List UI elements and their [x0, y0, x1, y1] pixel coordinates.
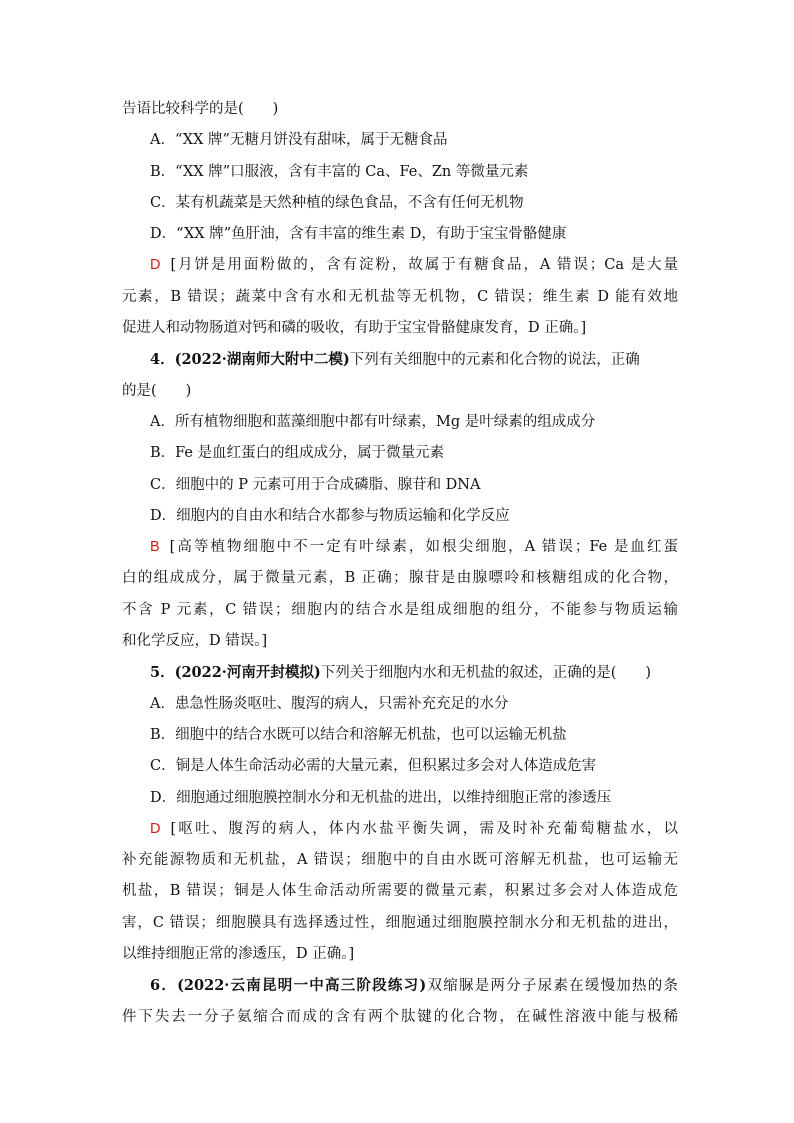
q6-stem-line-2: 件下失去一分子氨缩合而成的含有两个肽键的化合物，在碱性溶液中能与极稀 [122, 1008, 678, 1025]
q5-stem-line [122, 657, 678, 688]
q5-explanation-line-3: 机盐，B 错误；铜是人体生命活动所需要的微量元素，积累过多会对人体造成危 [122, 883, 678, 900]
document-page [122, 94, 678, 1033]
q3-option-d: D．“XX 牌”鱼肝油，含有丰富的维生素 D，有助于宝宝骨骼健康 [150, 226, 567, 243]
q5-answer: D [150, 820, 161, 837]
q3-stem-tail: 告语比较科学的是( ) [122, 101, 279, 117]
q5-option-a: A．患急性肠炎呕吐、腹泻的病人，只需补充充足的水分 [150, 695, 509, 712]
q4-explanation-line-4: 和化学反应，D 错误。] [122, 633, 268, 650]
q5-source: (2022·河南开封模拟) [174, 664, 321, 682]
q5-explanation-text-1: [呕吐、腹泻的病人，体内水盐平衡失调，需及时补充葡萄糖盐水，以 [170, 820, 678, 837]
q3-answer: D [150, 257, 161, 274]
q4-explanation-line-3: 不含 P 元素，C 错误；细胞内的结合水是组成细胞的组分，不能参与物质运输 [122, 601, 678, 618]
q6-stem-line-1 [122, 970, 678, 1001]
q5-stem-text: 下列关于细胞内水和无机盐的叙述，正确的是( ) [320, 665, 652, 682]
q3-option-b: B．“XX 牌”口服液，含有丰富的 Ca、Fe、Zn 等微量元素 [150, 163, 529, 180]
q4-stem-text-1: 下列有关细胞中的元素和化合物的说法，正确 [349, 352, 640, 369]
q4-explanation-line-1 [122, 532, 678, 563]
q5-option-b: B．细胞中的结合水既可以结合和溶解无机盐，也可以运输无机盐 [150, 726, 567, 743]
q3-option-a: A．“XX 牌”无糖月饼没有甜味，属于无糖食品 [150, 132, 448, 149]
q5-explanation-line-2: 补充能源物质和无机盐，A 错误；细胞中的自由水既可溶解无机盐，也可运输无 [122, 852, 678, 869]
q6-number: 6． [150, 977, 178, 995]
q4-source: (2022·湖南师大附中二模) [174, 351, 350, 369]
q3-explanation-text-1: [月饼是用面粉做的，含有淀粉，故属于有糖食品，A 错误；Ca 是大量 [170, 257, 678, 274]
q5-explanation-line-1 [122, 814, 678, 845]
q4-option-b: B．Fe 是血红蛋白的组成成分，属于微量元素 [150, 445, 445, 462]
q4-explanation-text-1: [高等植物细胞中不一定有叶绿素，如根尖细胞，A 错误；Fe 是血红蛋 [169, 539, 678, 556]
q4-answer: B [150, 539, 160, 556]
q4-option-a: A．所有植物细胞和蓝藻细胞中都有叶绿素，Mg 是叶绿素的组成成分 [150, 413, 596, 430]
q4-number: 4． [150, 351, 175, 369]
q4-explanation-line-2: 白的组成成分，属于微量元素，B 正确；腺苷是由腺嘌呤和核糖组成的化合物， [122, 570, 678, 587]
q5-option-d: D．细胞通过细胞膜控制水分和无机盐的进出，以维持细胞正常的渗透压 [150, 789, 612, 806]
q5-number: 5． [150, 664, 175, 682]
q6-stem-text-1: 双缩脲是两分子尿素在缓慢加热的条 [426, 978, 678, 995]
q3-option-c: C．某有机蔬菜是天然种植的绿色食品，不含有任何无机物 [150, 194, 524, 211]
q3-explanation-line-1 [122, 250, 678, 281]
q4-option-d: D．细胞内的自由水和结合水都参与物质运输和化学反应 [150, 507, 510, 524]
q3-explanation-line-3: 促进人和动物肠道对钙和磷的吸收，有助于宝宝骨骼健康发育，D 正确。] [122, 320, 587, 337]
q4-stem-line-1 [122, 344, 678, 375]
q5-option-c: C．铜是人体生命活动必需的大量元素，但积累过多会对人体造成危害 [150, 758, 597, 775]
q5-explanation-line-4: 害，C 错误；细胞膜具有选择透过性，细胞通过细胞膜控制水分和无机盐的进出， [122, 914, 678, 931]
q5-explanation-line-5: 以维持细胞正常的渗透压，D 正确。] [122, 946, 355, 963]
q4-stem-line-2: 的是( ) [122, 382, 192, 399]
q3-explanation-line-2: 元素，B 错误；蔬菜中含有水和无机盐等无机物，C 错误；维生素 D 能有效地 [122, 288, 678, 305]
q6-source: (2022·云南昆明一中高三阶段练习) [177, 977, 427, 995]
q4-option-c: C．细胞中的 P 元素可用于合成磷脂、腺苷和 DNA [150, 476, 481, 493]
